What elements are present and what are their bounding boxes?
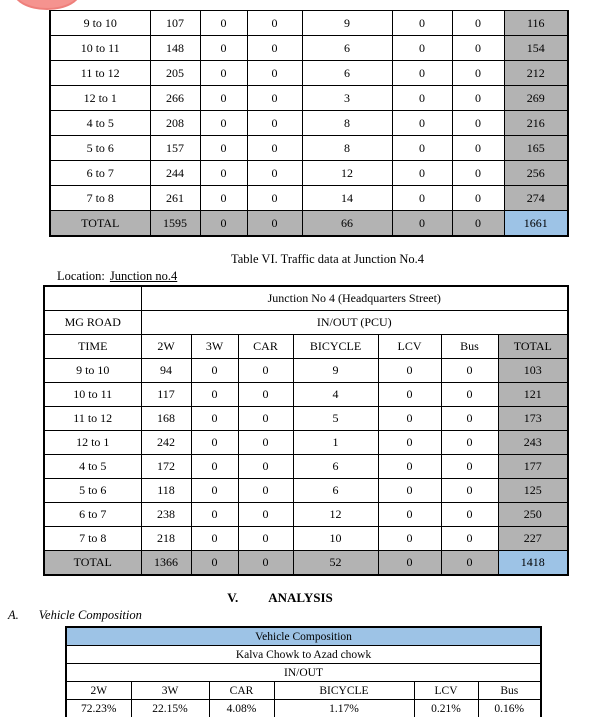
- value-cell: 0: [441, 527, 498, 551]
- table-row: [44, 359, 568, 383]
- value-cell: 0: [247, 186, 302, 211]
- value-cell: 0: [200, 111, 247, 136]
- row-total-cell: 103: [498, 359, 568, 383]
- value-cell: 0: [191, 407, 238, 431]
- value-2w: 72.23%: [66, 700, 131, 717]
- value-cell: 0: [452, 86, 504, 111]
- value-cell: 208: [150, 111, 200, 136]
- value-cell: 0: [378, 527, 441, 551]
- table-row: [50, 36, 568, 61]
- table-row: [44, 431, 568, 455]
- flow-row: [66, 664, 541, 682]
- value-cell: 0: [247, 61, 302, 86]
- value-cell: 0: [200, 186, 247, 211]
- value-cell: 52: [293, 551, 378, 576]
- route-cell: Kalva Chowk to Azad chowk: [66, 646, 541, 664]
- value-lcv: 0.21%: [414, 700, 478, 717]
- value-cell: 0: [392, 61, 452, 86]
- time-cell: 7 to 8: [44, 527, 141, 551]
- grand-total-cell: 1661: [504, 211, 568, 237]
- table-row: [44, 479, 568, 503]
- value-cell: 0: [452, 111, 504, 136]
- value-cell: 0: [378, 503, 441, 527]
- row-total-cell: 125: [498, 479, 568, 503]
- column-header-3w: 3W: [191, 335, 238, 359]
- table-caption: Table VI. Traffic data at Junction No.4: [230, 252, 425, 266]
- table-row: [50, 186, 568, 211]
- location-value: Junction no.4: [109, 269, 178, 283]
- value-cell: 0: [392, 11, 452, 36]
- section-title: Vehicle Composition: [38, 608, 142, 622]
- corner-cell: [44, 286, 141, 311]
- table-row: [44, 455, 568, 479]
- value-cell: 12: [302, 161, 392, 186]
- value-cell: 107: [150, 11, 200, 36]
- value-cell: 0: [452, 11, 504, 36]
- value-cell: 0: [452, 61, 504, 86]
- value-cell: 0: [392, 211, 452, 237]
- value-cell: 0: [378, 431, 441, 455]
- value-cell: 0: [392, 136, 452, 161]
- value-cell: 0: [247, 36, 302, 61]
- time-cell: 4 to 5: [44, 455, 141, 479]
- junction-title-cell: Junction No 4 (Headquarters Street): [141, 286, 568, 311]
- value-cell: 3: [302, 86, 392, 111]
- column-header-time: TIME: [44, 335, 141, 359]
- value-cell: 10: [293, 527, 378, 551]
- time-cell: 7 to 8: [50, 186, 150, 211]
- time-cell: 12 to 1: [44, 431, 141, 455]
- value-cell: 0: [378, 479, 441, 503]
- location-line: [57, 269, 177, 284]
- value-cell: 0: [191, 503, 238, 527]
- flow-cell: IN/OUT: [66, 664, 541, 682]
- value-cell: 0: [452, 161, 504, 186]
- table-row: [50, 86, 568, 111]
- value-cell: 0: [392, 161, 452, 186]
- row-total-cell: 243: [498, 431, 568, 455]
- value-cell: 5: [293, 407, 378, 431]
- value-cell: 0: [238, 503, 293, 527]
- row-total-cell: 173: [498, 407, 568, 431]
- logo-arc-decoration: [13, 0, 81, 10]
- row-total-cell: 212: [504, 61, 568, 86]
- value-cell: 0: [378, 551, 441, 576]
- column-header-2w: 2W: [66, 682, 131, 700]
- flow-label-cell: IN/OUT (PCU): [141, 311, 568, 335]
- value-cell: 0: [238, 527, 293, 551]
- section-vehicle-composition: [8, 608, 142, 623]
- column-header-bus: Bus: [478, 682, 541, 700]
- value-cell: 0: [392, 111, 452, 136]
- total-label-cell: TOTAL: [44, 551, 141, 576]
- value-cell: 1366: [141, 551, 191, 576]
- row-total-cell: 116: [504, 11, 568, 36]
- value-cell: 168: [141, 407, 191, 431]
- column-header-lcv: LCV: [414, 682, 478, 700]
- value-cell: 0: [238, 431, 293, 455]
- value-cell: 0: [441, 359, 498, 383]
- value-cell: 0: [247, 11, 302, 36]
- value-cell: 8: [302, 111, 392, 136]
- column-header-bicycle: BICYCLE: [293, 335, 378, 359]
- value-cell: 0: [378, 407, 441, 431]
- value-cell: 0: [452, 211, 504, 237]
- value-cell: 0: [200, 136, 247, 161]
- row-total-cell: 121: [498, 383, 568, 407]
- column-header-row: [66, 682, 541, 700]
- table-row: [44, 407, 568, 431]
- value-3w: 22.15%: [131, 700, 209, 717]
- value-cell: 0: [191, 527, 238, 551]
- row-total-cell: 177: [498, 455, 568, 479]
- value-cell: 0: [247, 86, 302, 111]
- time-cell: 12 to 1: [50, 86, 150, 111]
- value-cell: 0: [441, 431, 498, 455]
- composition-title-row: [66, 627, 541, 646]
- value-cell: 14: [302, 186, 392, 211]
- time-cell: 10 to 11: [50, 36, 150, 61]
- table-row: [50, 136, 568, 161]
- time-cell: 5 to 6: [44, 479, 141, 503]
- value-cell: 172: [141, 455, 191, 479]
- analysis-number: V.: [227, 590, 239, 605]
- value-cell: 0: [247, 211, 302, 237]
- value-cell: 0: [452, 136, 504, 161]
- table-row: [44, 383, 568, 407]
- table-row: [50, 61, 568, 86]
- column-header-lcv: LCV: [378, 335, 441, 359]
- analysis-title: ANALYSIS: [268, 590, 333, 605]
- time-cell: 11 to 12: [50, 61, 150, 86]
- value-cell: 0: [238, 359, 293, 383]
- column-header-row: [44, 335, 568, 359]
- value-cell: 0: [191, 359, 238, 383]
- value-cell: 0: [191, 383, 238, 407]
- value-cell: 0: [378, 455, 441, 479]
- value-cell: 6: [293, 455, 378, 479]
- value-cell: 0: [238, 551, 293, 576]
- total-label-cell: TOTAL: [50, 211, 150, 237]
- row-total-cell: 154: [504, 36, 568, 61]
- value-cell: 94: [141, 359, 191, 383]
- value-cell: 0: [441, 455, 498, 479]
- value-cell: 0: [191, 551, 238, 576]
- value-cell: 218: [141, 527, 191, 551]
- value-cell: 1595: [150, 211, 200, 237]
- time-cell: 9 to 10: [50, 11, 150, 36]
- value-cell: 238: [141, 503, 191, 527]
- row-total-cell: 165: [504, 136, 568, 161]
- value-cell: 0: [191, 479, 238, 503]
- row-total-cell: 227: [498, 527, 568, 551]
- value-cell: 0: [441, 479, 498, 503]
- table-row: [44, 527, 568, 551]
- value-cell: 0: [247, 161, 302, 186]
- value-cell: 0: [238, 455, 293, 479]
- value-cell: 0: [191, 431, 238, 455]
- table-row: [44, 503, 568, 527]
- value-cell: 0: [247, 136, 302, 161]
- route-row: [66, 646, 541, 664]
- location-label: Location:: [57, 269, 105, 283]
- time-cell: 11 to 12: [44, 407, 141, 431]
- column-header-3w: 3W: [131, 682, 209, 700]
- time-cell: 6 to 7: [44, 503, 141, 527]
- row-total-cell: 269: [504, 86, 568, 111]
- value-cell: 157: [150, 136, 200, 161]
- value-cell: 0: [200, 86, 247, 111]
- value-cell: 0: [452, 36, 504, 61]
- value-cell: 0: [200, 211, 247, 237]
- row-total-cell: 274: [504, 186, 568, 211]
- time-cell: 10 to 11: [44, 383, 141, 407]
- column-header-car: CAR: [238, 335, 293, 359]
- value-cell: 117: [141, 383, 191, 407]
- value-cell: 0: [200, 11, 247, 36]
- value-cell: 1: [293, 431, 378, 455]
- value-cell: 8: [302, 136, 392, 161]
- value-cell: 118: [141, 479, 191, 503]
- value-cell: 12: [293, 503, 378, 527]
- value-cell: 0: [441, 383, 498, 407]
- analysis-heading: [0, 590, 560, 606]
- column-header-car: CAR: [209, 682, 274, 700]
- value-cell: 0: [392, 86, 452, 111]
- value-cell: 9: [302, 11, 392, 36]
- table-row: [50, 111, 568, 136]
- value-cell: 0: [200, 61, 247, 86]
- total-row: [44, 551, 568, 576]
- time-cell: 6 to 7: [50, 161, 150, 186]
- value-cell: 66: [302, 211, 392, 237]
- total-row: [50, 211, 568, 237]
- value-cell: 261: [150, 186, 200, 211]
- table-row: [50, 161, 568, 186]
- column-header-bicycle: BICYCLE: [274, 682, 414, 700]
- value-cell: 0: [238, 407, 293, 431]
- column-header-2w: 2W: [141, 335, 191, 359]
- vehicle-composition-table: [65, 626, 542, 717]
- value-bicycle: 1.17%: [274, 700, 414, 717]
- section-letter: A.: [8, 608, 19, 622]
- grand-total-cell: 1418: [498, 551, 568, 576]
- value-cell: 148: [150, 36, 200, 61]
- value-cell: 0: [378, 383, 441, 407]
- column-header-total: TOTAL: [498, 335, 568, 359]
- value-cell: 0: [392, 36, 452, 61]
- value-cell: 6: [293, 479, 378, 503]
- value-cell: 0: [238, 383, 293, 407]
- road-row: [44, 311, 568, 335]
- value-cell: 0: [378, 359, 441, 383]
- value-car: 4.08%: [209, 700, 274, 717]
- time-cell: 5 to 6: [50, 136, 150, 161]
- junction4-traffic-table: [43, 285, 569, 576]
- row-total-cell: 250: [498, 503, 568, 527]
- value-cell: 0: [392, 186, 452, 211]
- value-cell: 0: [238, 479, 293, 503]
- value-cell: 244: [150, 161, 200, 186]
- value-cell: 4: [293, 383, 378, 407]
- value-cell: 205: [150, 61, 200, 86]
- junction3-traffic-table: [49, 10, 569, 237]
- value-cell: 0: [452, 186, 504, 211]
- value-cell: 242: [141, 431, 191, 455]
- road-cell: MG ROAD: [44, 311, 141, 335]
- value-cell: 0: [200, 36, 247, 61]
- value-cell: 266: [150, 86, 200, 111]
- row-total-cell: 256: [504, 161, 568, 186]
- value-bus: 0.16%: [478, 700, 541, 717]
- composition-title-cell: Vehicle Composition: [66, 627, 541, 646]
- value-cell: 0: [247, 111, 302, 136]
- table-row: [50, 11, 568, 36]
- value-cell: 0: [200, 161, 247, 186]
- value-cell: 0: [191, 455, 238, 479]
- value-cell: 6: [302, 36, 392, 61]
- value-cell: 0: [441, 551, 498, 576]
- row-total-cell: 216: [504, 111, 568, 136]
- column-header-bus: Bus: [441, 335, 498, 359]
- time-cell: 9 to 10: [44, 359, 141, 383]
- value-cell: 6: [302, 61, 392, 86]
- values-row: [66, 700, 541, 717]
- time-cell: 4 to 5: [50, 111, 150, 136]
- value-cell: 0: [441, 407, 498, 431]
- value-cell: 9: [293, 359, 378, 383]
- junction-title-row: [44, 286, 568, 311]
- value-cell: 0: [441, 503, 498, 527]
